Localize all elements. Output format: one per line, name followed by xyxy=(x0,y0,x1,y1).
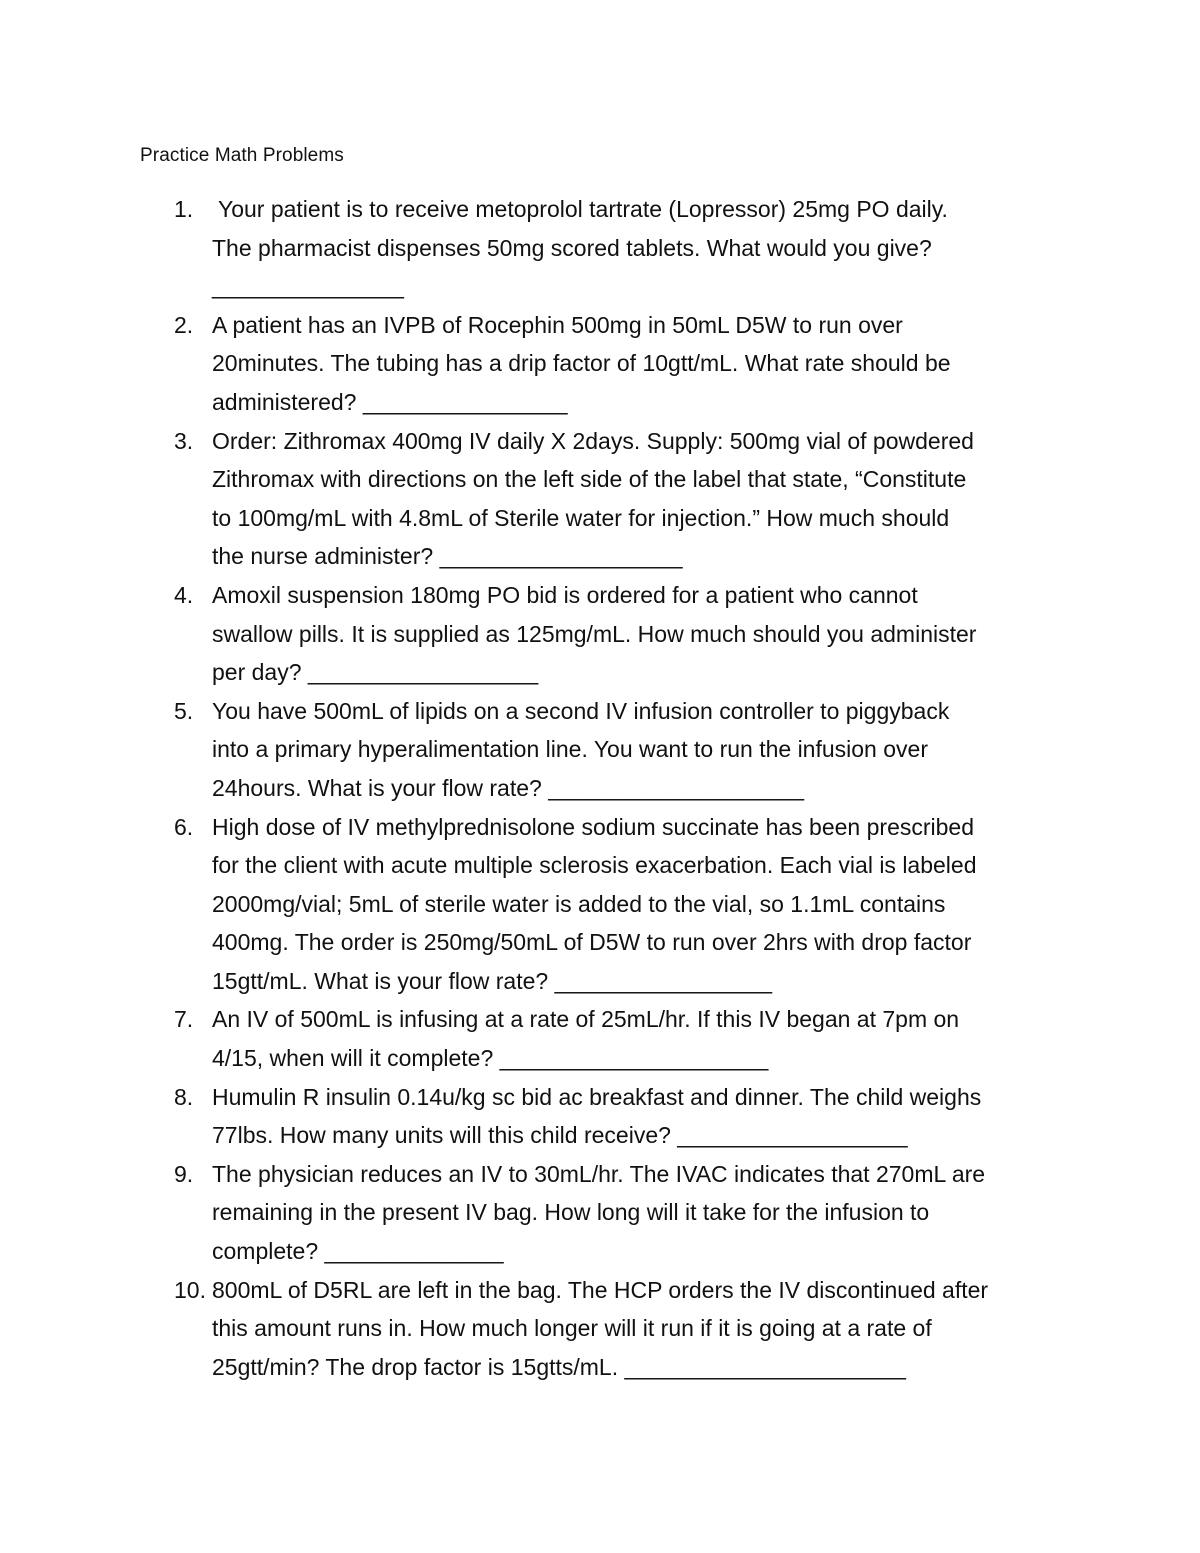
problem-text xyxy=(212,808,1070,1001)
problem-item-6 xyxy=(140,808,1070,1001)
problem-number: 5. xyxy=(174,697,194,724)
problem-item-2 xyxy=(140,306,1070,422)
problem-line: 800mL of D5RL are left in the bag. The HCP orders the IV discontinued after xyxy=(212,1276,989,1303)
problem-number: 6. xyxy=(174,813,194,840)
problem-line: Order: Zithromax 400mg IV daily X 2days. Supply: 500mg vial of powdered xyxy=(212,427,974,454)
problem-line: Your patient is to receive metoprolol tartrate (Lopressor) 25mg PO daily. xyxy=(212,196,948,222)
problem-line: swallow pills. It is supplied as 125mg/mL. How much should you administer xyxy=(212,620,977,647)
problem-number: 10. xyxy=(174,1276,206,1303)
problem-text xyxy=(212,1271,1070,1387)
problem-line: to 100mg/mL with 4.8mL of Sterile water for injection.” How much should xyxy=(212,504,950,531)
problem-line: the nurse administer? ___________________ xyxy=(212,543,683,570)
problem-line: Zithromax with directions on the left side of the label that state, “Constitute xyxy=(212,466,967,493)
problem-number: 1. xyxy=(174,196,194,222)
problem-item-8 xyxy=(140,1078,1070,1155)
problem-item-10 xyxy=(140,1271,1070,1387)
answer-blank: _______________ xyxy=(212,273,404,300)
problem-line: complete? ______________ xyxy=(212,1238,504,1265)
problem-line: An IV of 500mL is infusing at a rate of 25mL/hr. If this IV began at 7pm on xyxy=(212,1006,960,1033)
problem-line: remaining in the present IV bag. How long will it take for the infusion to xyxy=(212,1199,930,1226)
problem-text xyxy=(212,306,1070,422)
problem-line: 24hours. What is your flow rate? ____________________ xyxy=(212,774,805,801)
problem-number: 7. xyxy=(174,1006,194,1033)
problem-line: this amount runs in. How much longer will it run if it is going at a rate of xyxy=(212,1315,932,1342)
problem-item-3 xyxy=(140,422,1070,576)
problem-line: 2000mg/vial; 5mL of sterile water is added to the vial, so 1.1mL contains xyxy=(212,890,946,917)
problem-list xyxy=(140,190,1070,1386)
problem-line: A patient has an IVPB of Rocephin 500mg in 50mL D5W to run over xyxy=(212,311,903,338)
problem-line: per day? __________________ xyxy=(212,659,539,686)
problem-text xyxy=(212,692,1070,808)
problem-line: 15gtt/mL. What is your flow rate? _________________ xyxy=(212,967,773,994)
page-title: Practice Math Problems xyxy=(140,145,344,166)
problem-number: 9. xyxy=(174,1160,194,1187)
problem-line: Amoxil suspension 180mg PO bid is ordered for a patient who cannot xyxy=(212,581,918,608)
problem-line: You have 500mL of lipids on a second IV infusion controller to piggyback xyxy=(212,697,950,724)
problem-line: for the client with acute multiple sclerosis exacerbation. Each vial is labeled xyxy=(212,852,977,879)
problem-item-7 xyxy=(140,1000,1070,1077)
problem-line: High dose of IV methylprednisolone sodium succinate has been prescribed xyxy=(212,813,974,840)
problem-text xyxy=(212,422,1070,576)
problem-item-1 xyxy=(140,190,1070,306)
problem-number: 8. xyxy=(174,1083,194,1110)
problem-line: 20minutes. The tubing has a drip factor of 10gtt/mL. What rate should be xyxy=(212,350,951,377)
problem-line: Humulin R insulin 0.14u/kg sc bid ac breakfast and dinner. The child weighs xyxy=(212,1083,982,1110)
problem-text xyxy=(212,1155,1070,1271)
problem-line: 400mg. The order is 250mg/50mL of D5W to run over 2hrs with drop factor xyxy=(212,929,972,956)
problem-line: administered? ________________ xyxy=(212,388,568,415)
problem-number: 4. xyxy=(174,581,194,608)
problem-line: 25gtt/min? The drop factor is 15gtts/mL. ______________________ xyxy=(212,1353,906,1380)
problem-line: into a primary hyperalimentation line. You want to run the infusion over xyxy=(212,736,928,763)
problem-item-9 xyxy=(140,1155,1070,1271)
problem-number: 2. xyxy=(174,311,194,338)
problem-item-5 xyxy=(140,692,1070,808)
problem-line: 77lbs. How many units will this child receive? __________________ xyxy=(212,1122,908,1149)
problem-text xyxy=(212,1078,1070,1155)
problem-item-4 xyxy=(140,576,1070,692)
problem-text xyxy=(212,190,1070,306)
problem-line: The pharmacist dispenses 50mg scored tablets. What would you give? xyxy=(212,234,932,261)
problem-text xyxy=(212,576,1070,692)
problem-line: 4/15, when will it complete? _____________________ xyxy=(212,1045,769,1072)
problem-number: 3. xyxy=(174,427,194,454)
problem-text xyxy=(212,1000,1070,1077)
problem-line: The physician reduces an IV to 30mL/hr. The IVAC indicates that 270mL are xyxy=(212,1160,986,1187)
